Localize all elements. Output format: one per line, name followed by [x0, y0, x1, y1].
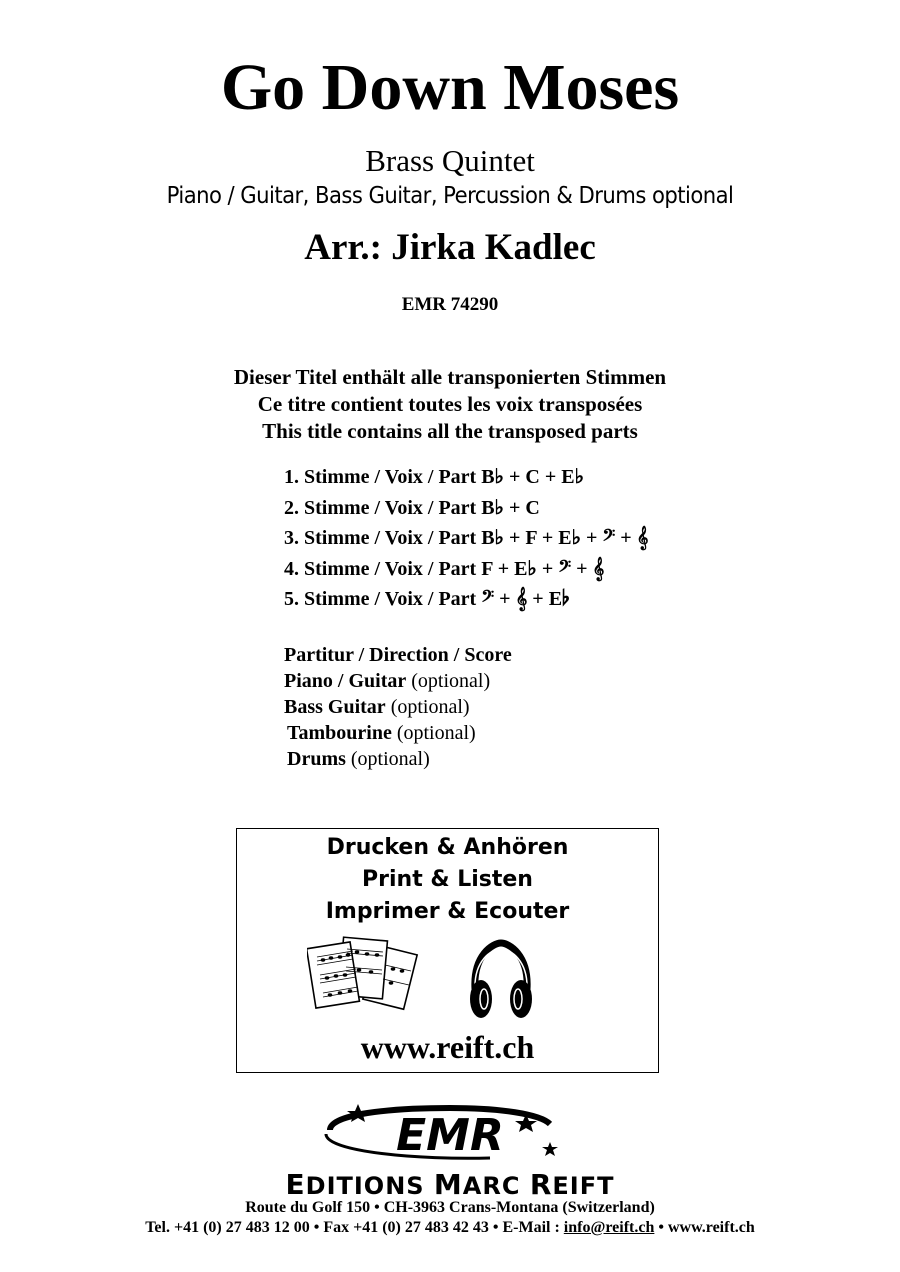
part-item: [284, 523, 649, 554]
extra-name: Piano / Guitar: [284, 670, 407, 692]
part-label: 2. Stimme / Voix / Part: [284, 496, 482, 519]
publisher-contact: [0, 1218, 900, 1238]
publisher-address: Route du Golf 150 • CH-3963 Crans-Montana (Switzerland): [245, 1199, 655, 1216]
part-keys: B♭ + C: [481, 496, 540, 519]
part-keys: 𝄢 + 𝄞 + E♭: [481, 588, 570, 610]
part-item: [284, 493, 649, 524]
extra-note: (optional): [411, 670, 491, 692]
contact-text: Tel. +41 (0) 27 483 12 00 • Fax +41 (0) 27 483 42 43 • E-Mail :: [145, 1219, 564, 1236]
parts-list: [284, 462, 649, 615]
part-keys: B♭ + F + E♭ + 𝄢 + 𝄞: [481, 527, 649, 549]
publisher-name-part: M: [433, 1168, 463, 1201]
website-link[interactable]: www.reift.ch: [360, 1029, 535, 1065]
publisher-name: [0, 1168, 900, 1201]
print-listen-box: [236, 828, 659, 1073]
logo-text: EMR: [396, 1110, 504, 1161]
publisher-name-part: EIFT: [552, 1172, 615, 1200]
part-label: 4. Stimme / Voix / Part: [284, 557, 482, 580]
part-keys: F + E♭ + 𝄢 + 𝄞: [481, 557, 605, 580]
extra-item: [284, 720, 512, 746]
part-item: [284, 462, 649, 493]
part-item: [284, 584, 649, 615]
contains-fr: Ce titre contient toutes les voix transposées: [257, 392, 643, 416]
sheet-music-icon: [307, 935, 422, 1017]
extra-note: (optional): [390, 696, 470, 718]
page-title: Go Down Moses: [220, 51, 680, 124]
extras-list: [284, 642, 512, 772]
publisher-name-part: ARC: [462, 1172, 530, 1200]
extra-item: [284, 668, 512, 694]
part-label: 1. Stimme / Voix / Part: [284, 466, 482, 488]
email-link[interactable]: info@reift.ch: [563, 1219, 655, 1236]
contact-text: • www.reift.ch: [654, 1219, 755, 1236]
extra-name: Drums: [287, 748, 346, 770]
part-keys: B♭ + C + E♭: [481, 466, 585, 488]
extra-note: (optional): [396, 722, 476, 744]
extra-name: Partitur / Direction / Score: [284, 644, 512, 666]
print-box-line: Imprimer & Ecouter: [325, 899, 570, 924]
extra-name: Tambourine: [287, 722, 392, 744]
arranger: Arr.: Jirka Kadlec: [304, 227, 596, 268]
print-box-line: Drucken & Anhören: [326, 835, 569, 860]
extra-item: [284, 694, 512, 720]
extra-item: [284, 746, 512, 772]
part-item: [284, 554, 649, 585]
emr-logo: [300, 1100, 600, 1170]
extra-name: Bass Guitar: [284, 696, 386, 718]
part-label: 3. Stimme / Voix / Part: [284, 527, 482, 549]
part-label: 5. Stimme / Voix / Part: [284, 588, 482, 610]
extra-item: [284, 642, 512, 668]
catalog-number: EMR 74290: [401, 294, 499, 315]
extra-note: (optional): [350, 748, 430, 770]
contains-en: This title contains all the transposed parts: [262, 419, 638, 443]
publisher-name-part: E: [285, 1168, 306, 1201]
instrumentation: Piano / Guitar, Bass Guitar, Percussion & Drums optional: [166, 183, 734, 209]
subtitle: Brass Quintet: [365, 143, 535, 178]
headphones-icon: [465, 939, 537, 1023]
publisher-name-part: DITIONS: [305, 1172, 434, 1200]
publisher-name-part: R: [529, 1168, 553, 1201]
print-box-line: Print & Listen: [362, 867, 533, 892]
contains-de: Dieser Titel enthält alle transponierten Stimmen: [233, 365, 667, 389]
